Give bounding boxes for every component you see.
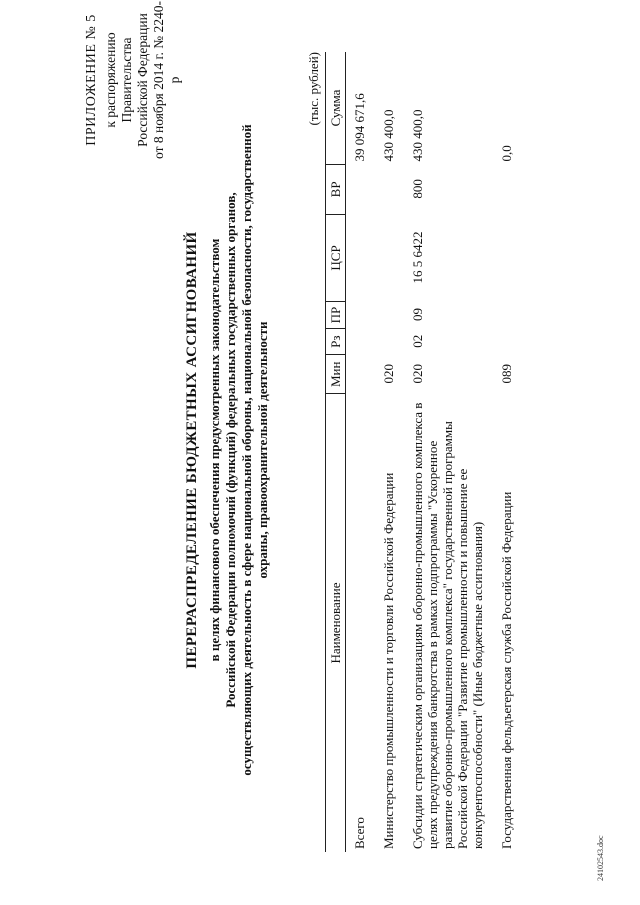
table-row <box>346 52 376 852</box>
header-min: Мин <box>326 355 346 394</box>
appendix-line-1: к распоряжению Правительства <box>103 32 134 128</box>
header-rz: Рз <box>326 328 346 355</box>
row-name: Государственная фельдъегерская служба Российской Федерации <box>499 491 514 849</box>
row-sum: 430 400,0 <box>381 109 396 162</box>
row-vr: 800 <box>410 179 425 199</box>
appendix-line-3: от 8 ноября 2014 г. № 2240-р <box>151 1 182 159</box>
row-vr <box>375 165 404 215</box>
appendix-title: ПРИЛОЖЕНИЕ № 5 <box>84 14 99 146</box>
table-row <box>375 52 404 852</box>
header-vr: ВР <box>326 165 346 215</box>
document-title: ПЕРЕРАСПРЕДЕЛЕНИЕ БЮДЖЕТНЫХ АССИГНОВАНИЙ <box>184 231 200 669</box>
row-name: Министерство промышленности и торговли Российской Федерации <box>381 472 396 849</box>
header-csr: ЦСР <box>326 214 346 301</box>
file-name-footer: 24102543.doc <box>596 835 605 881</box>
row-vr <box>346 165 376 215</box>
budget-table <box>325 52 522 852</box>
table-row <box>493 52 522 852</box>
row-name: Всего <box>352 817 367 849</box>
row-pr <box>493 302 522 329</box>
row-min: 020 <box>381 364 396 384</box>
row-sum: 0,0 <box>499 145 514 162</box>
subtitle-line-3: осуществляющих деятельность в сфере национальной обороны, национальной безопасности, государственной <box>239 124 254 776</box>
row-csr <box>346 214 376 301</box>
row-csr <box>375 214 404 301</box>
row-sum: 430 400,0 <box>410 109 425 162</box>
row-rz <box>493 328 522 355</box>
subtitle-line-1: в целях финансового обеспечения предусмотренных законодательством <box>207 238 222 662</box>
row-name: Субсидии стратегическим организациям оборонно-промышленного комплекса в целях предупреждения банкротства в рамках подпрограммы "Ускоренное развитие оборонно-промышленного комплекса" государственной программы Российской Федерации "Развитие промышленности и повышение ее конкурентоспособности" (Иные бюджетные ассигнования) <box>410 402 485 849</box>
row-rz: 02 <box>410 334 425 348</box>
row-min: 089 <box>499 364 514 384</box>
appendix-line-2: Российской Федерации <box>135 13 150 147</box>
row-csr <box>493 214 522 301</box>
row-rz <box>346 328 376 355</box>
header-sum: Сумма <box>326 52 346 165</box>
document-heading <box>184 65 271 835</box>
row-rz <box>375 328 404 355</box>
subtitle-line-2: Российской Федерации полномочий (функций) федеральных государственных органов, <box>223 192 238 708</box>
row-pr <box>375 302 404 329</box>
row-min <box>346 355 376 394</box>
row-pr <box>346 302 376 329</box>
row-csr: 16 5 6422 <box>410 231 425 284</box>
table-header-row <box>326 52 346 852</box>
row-vr <box>493 165 522 215</box>
row-sum: 39 094 671,6 <box>352 93 367 162</box>
subtitle-line-4: охраны, правоохранительной деятельности <box>255 321 270 579</box>
row-min: 020 <box>410 364 425 384</box>
header-pr: ПР <box>326 302 346 329</box>
table-row <box>404 52 493 852</box>
unit-label: (тыс. рублей) <box>306 52 321 126</box>
row-pr: 09 <box>410 308 425 322</box>
document-subtitle <box>207 65 271 835</box>
appendix-stamp <box>84 0 183 160</box>
header-name: Наименование <box>326 394 346 852</box>
